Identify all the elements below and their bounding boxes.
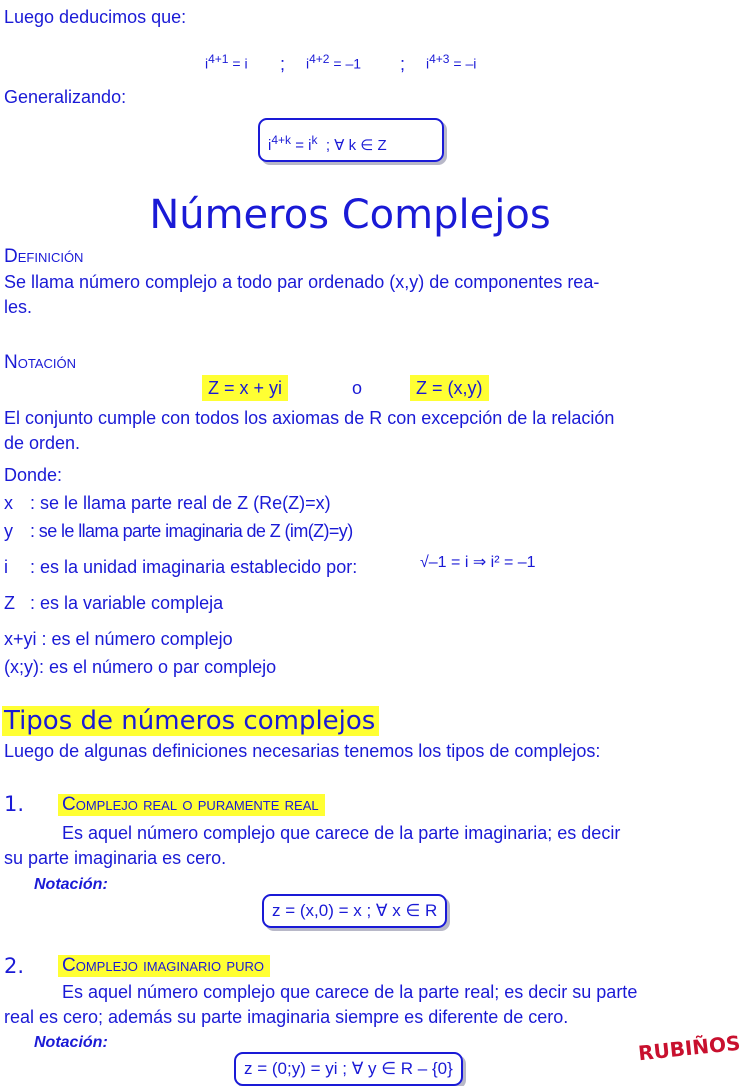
- power-base: i: [426, 55, 430, 72]
- power-exponent: 4+3: [429, 52, 450, 66]
- where-label: Donde:: [4, 465, 63, 485]
- power-exponent: 4+1: [208, 52, 229, 66]
- desc-i: : es la unidad imaginaria establecido por:: [30, 557, 358, 577]
- type-number: 2.: [4, 954, 25, 978]
- power-formula-1: [205, 52, 248, 72]
- separator: ;: [400, 54, 406, 74]
- desc-complex-pair: (x;y): es el número o par complejo: [4, 657, 277, 677]
- type-desc-line: Es aquel número complejo que carece de la parte imaginaria; es decir: [62, 823, 621, 843]
- imaginary-unit-formula: √–1 = i ⇒ i² = –1: [420, 554, 536, 571]
- definition-line: les.: [4, 297, 33, 317]
- definition-line: Se llama número complejo a todo par ordenado (x,y) de componentes rea-: [4, 272, 600, 292]
- binomial-form: Z = x + yi: [202, 375, 288, 401]
- pair-form: Z = (x,y): [410, 375, 489, 401]
- desc-x: : se le llama parte real de Z (Re(Z)=x): [30, 493, 331, 513]
- power-result: = –i: [453, 55, 477, 72]
- definition-heading: Definición: [4, 246, 84, 267]
- type-number: 1.: [4, 792, 25, 816]
- type-title: Complejo real o puramente real: [58, 794, 325, 816]
- notation-label: Notación:: [34, 876, 108, 893]
- imaginary-formula-box: z = (0;y) = yi ; ∀ y ∈ R – {0}: [234, 1052, 463, 1086]
- axioms-line: de orden.: [4, 433, 81, 453]
- power-base: i: [205, 55, 209, 72]
- types-title: Tipos de números complejos: [2, 706, 379, 736]
- separator: ;: [280, 54, 286, 74]
- type-desc-line: real es cero; además su parte imaginaria siempre es diferente de cero.: [4, 1007, 569, 1027]
- power-result: = –1: [333, 55, 362, 72]
- notation-label: Notación:: [34, 1034, 108, 1051]
- type-desc-line: su parte imaginaria es cero.: [4, 848, 227, 868]
- type-desc-line: Es aquel número complejo que carece de la parte real; es decir su parte: [62, 982, 638, 1002]
- intro-text: Luego deducimos que:: [4, 7, 187, 27]
- desc-complex-number: x+yi : es el número complejo: [4, 629, 233, 649]
- power-result: = i: [232, 55, 248, 72]
- real-formula-box: z = (x,0) = x ; ∀ x ∈ R: [262, 894, 447, 928]
- power-exponent: 4+2: [309, 52, 330, 66]
- general-formula-box: $i^{4+k} = i^k$ ; ∀ k ∈ Z: [258, 118, 444, 162]
- symbol-z: Z: [4, 593, 15, 613]
- publisher-logo: RUBIÑOS: [637, 1030, 741, 1066]
- types-intro: Luego de algunas definiciones necesarias tenemos los tipos de complejos:: [4, 741, 601, 761]
- page-title: Números Complejos: [149, 192, 551, 238]
- desc-z: : es la variable compleja: [30, 593, 224, 613]
- symbol-i: i: [4, 557, 8, 577]
- type-title: Complejo imaginario puro: [58, 955, 270, 977]
- or-text: o: [352, 378, 363, 398]
- generalizing-label: Generalizando:: [4, 87, 127, 107]
- symbol-x: x: [4, 493, 13, 513]
- symbol-y: y: [4, 521, 13, 541]
- axioms-line: El conjunto cumple con todos los axiomas de R con excepción de la relación: [4, 408, 615, 428]
- power-formula-2: [306, 52, 361, 72]
- notation-heading: Notación: [4, 352, 76, 373]
- power-base: i: [306, 55, 310, 72]
- power-formula-3: [426, 52, 476, 72]
- desc-y: : se le llama parte imaginaria de Z (im(Z)=y): [30, 521, 353, 541]
